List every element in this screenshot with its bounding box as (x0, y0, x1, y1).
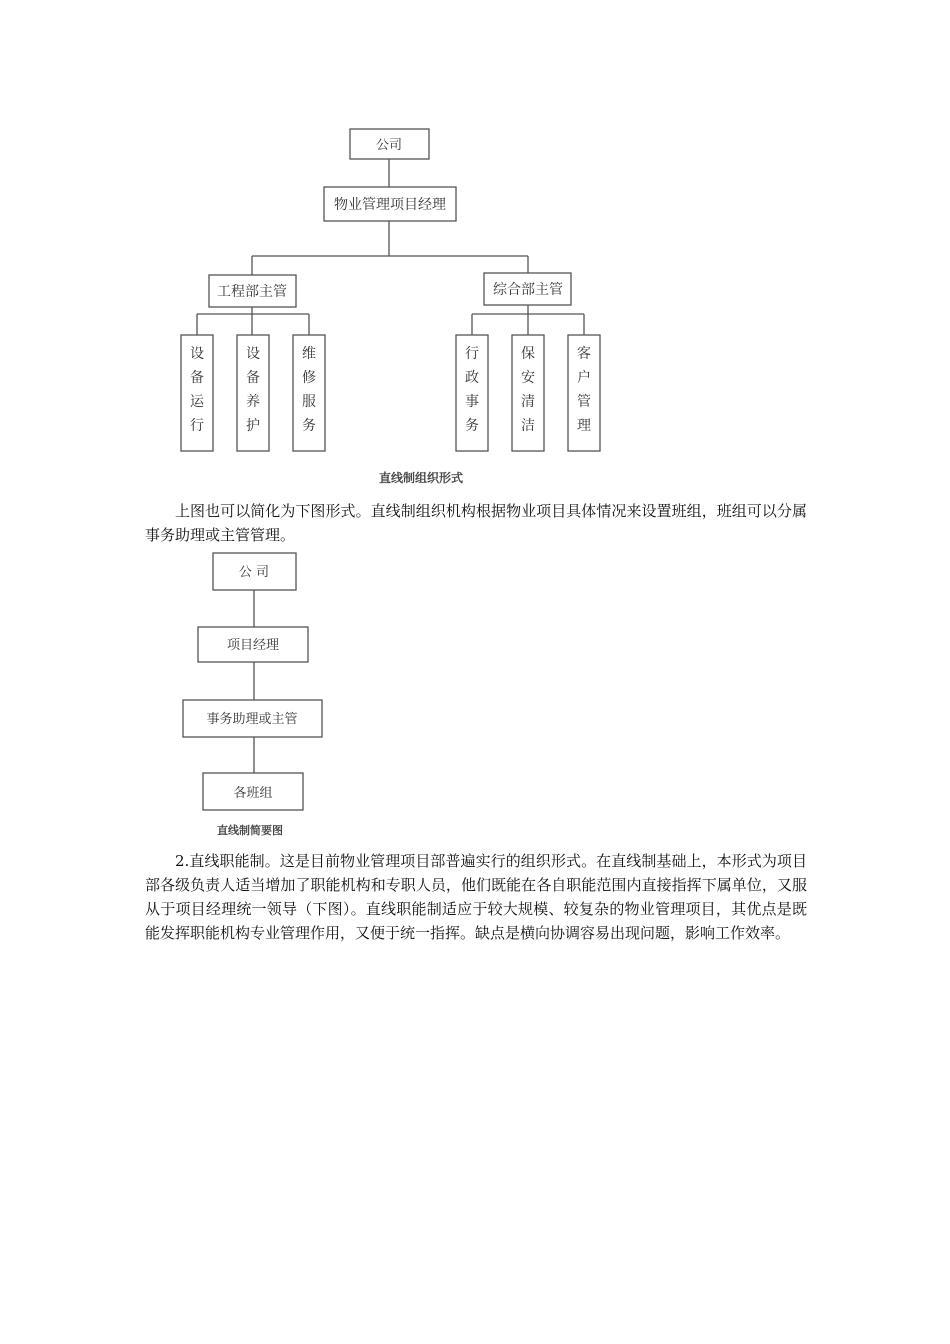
label-company-2: 公 司 (238, 565, 270, 580)
unit-char: 行 (190, 418, 204, 434)
unit-char: 安 (521, 370, 535, 386)
unit-char: 行 (465, 346, 479, 362)
chart2-caption: 直线制简要图 (217, 824, 283, 837)
label-project-manager: 物业管理项目经理 (334, 197, 446, 213)
unit-char: 运 (190, 394, 204, 410)
unit-char: 服 (302, 394, 316, 410)
label-assistant: 事务助理或主管 (206, 712, 298, 727)
unit-char: 设 (190, 346, 204, 362)
chart1-caption: 直线制组织形式 (378, 471, 464, 485)
unit-char: 政 (465, 370, 479, 386)
unit-char: 务 (465, 418, 479, 434)
unit-char: 保 (521, 346, 535, 362)
label-company: 公司 (375, 138, 403, 153)
paragraph-2: 2.直线职能制。这是目前物业管理项目部普遍实行的组织形式。在直线制基础上，本形式为项目部各级负责人适当增加了职能机构和专职人员，他们既能在各自职能范围内直接指挥下属单位，又服从于项目经理统一领导（下图）。直线职能制适应于较大规模、较复杂的物业管理项目，其优点是既能发挥职能机构专业管理作用，又便于统一指挥。缺点是横向协调容易出现问题，影响工作效率。 (145, 852, 807, 942)
unit-char: 户 (577, 370, 591, 386)
unit-char: 清 (521, 394, 535, 410)
unit-char: 事 (465, 394, 479, 410)
label-admin-head: 综合部主管 (493, 282, 563, 298)
label-project-manager-2: 项目经理 (226, 638, 280, 653)
paragraph-1: 上图也可以简化为下图形式。直线制组织机构根据物业项目具体情况来设置班组，班组可以分属事务助理或主管管理。 (145, 502, 807, 544)
label-teams: 各班组 (233, 786, 273, 801)
unit-char: 洁 (521, 418, 535, 434)
unit-char: 客 (577, 346, 591, 362)
unit-char: 修 (302, 370, 316, 386)
unit-char: 设 (246, 346, 260, 362)
unit-char: 理 (577, 418, 591, 434)
unit-char: 务 (302, 418, 316, 434)
label-engineering-head: 工程部主管 (217, 284, 287, 300)
unit-char: 备 (190, 370, 204, 386)
unit-char: 备 (246, 370, 260, 386)
unit-char: 维 (302, 346, 316, 362)
unit-char: 护 (246, 418, 260, 434)
unit-char: 管 (577, 394, 591, 410)
unit-char: 养 (246, 394, 260, 410)
